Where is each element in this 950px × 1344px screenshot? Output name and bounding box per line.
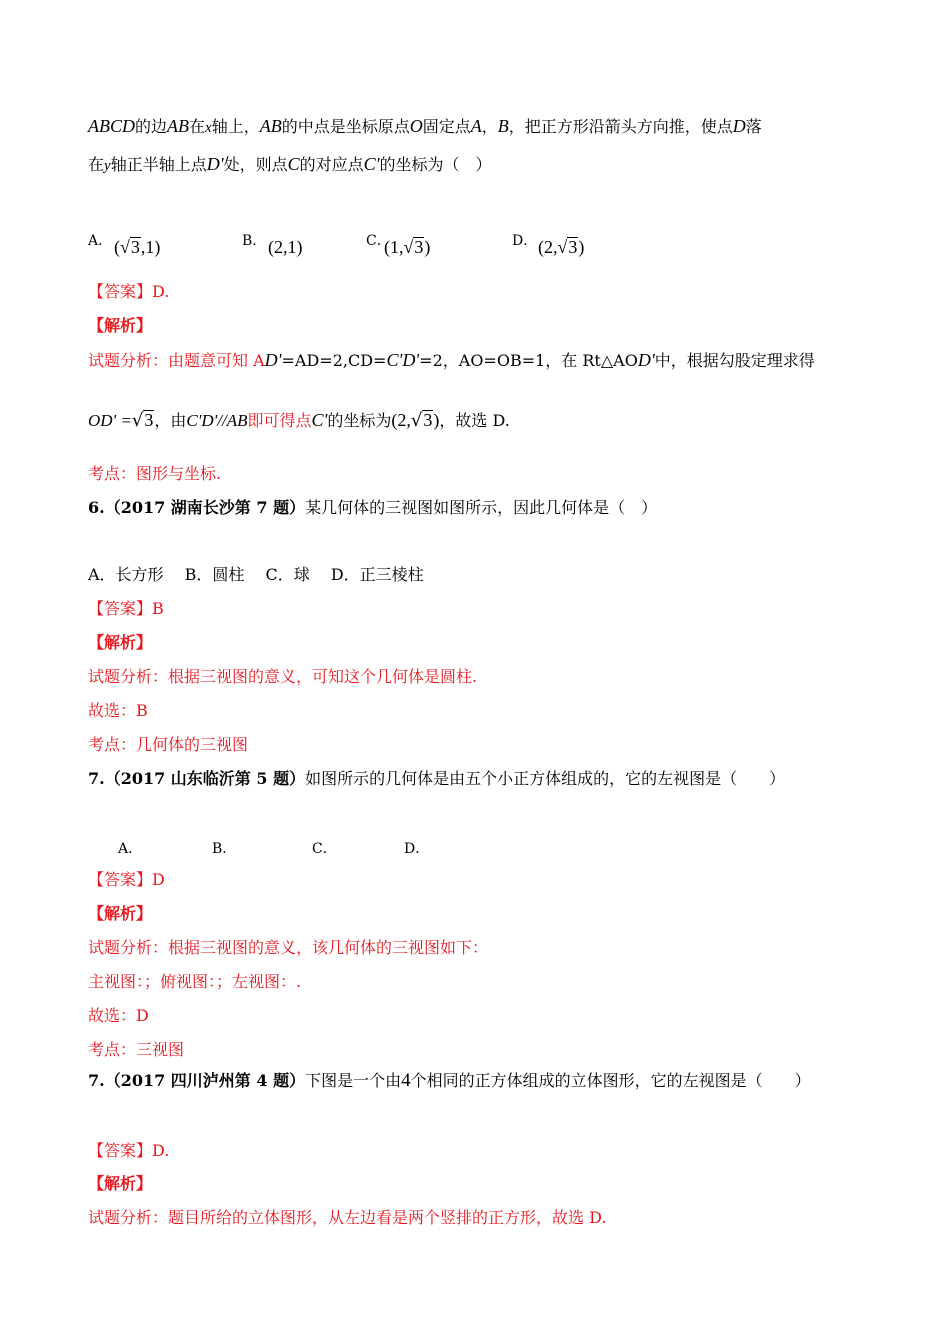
q7a-option-a: A． <box>118 841 143 857</box>
q6-kaodian: 考点：几何体的三视图 <box>88 735 249 754</box>
q5-option-c-letter: C． <box>366 233 391 249</box>
q7a-number: 7.（2017 山东临沂第 5 题） <box>88 769 306 788</box>
q5-option-d-letter: D． <box>512 233 538 249</box>
q5-answer: 【答案】D. <box>88 282 170 301</box>
q5-analysis-line-2: OD' =√3，由C'D'//AB即可得点C'的坐标为(2,√3)，故选 D. <box>88 410 510 431</box>
q5-option-b-value: (2,1) <box>268 237 303 257</box>
q7b-stem: 7.（2017 四川泸州第 4 题）下图是一个由4个相同的正方体组成的立体图形，它的左视图是（ ） <box>88 1070 811 1091</box>
q5-option-b-letter: B． <box>242 233 267 249</box>
q6-options: A．长方形 B．圆柱 C．球 D．正三棱柱 <box>88 565 424 584</box>
q7b-analysis: 试题分析：题目所给的立体图形，从左边看是两个竖排的正方形，故选 D. <box>88 1208 607 1227</box>
q6-analysis: 试题分析：根据三视图的意义，可知这个几何体是圆柱. <box>88 667 478 686</box>
q7b-number: 7.（2017 四川泸州第 4 题） <box>88 1071 306 1090</box>
q7a-stem <box>88 768 785 790</box>
q6-analysis-label: 【解析】 <box>88 633 153 652</box>
q5-stem-line-1: ABCD的边AB在x轴上，AB的中点是坐标原点O固定点A，B，把正方形沿箭头方向推，使点D落 <box>88 116 762 136</box>
q6-text: 某几何体的三视图如图所示，因此几何体是（ ） <box>305 498 658 517</box>
q5-option-a-letter: A． <box>88 233 113 249</box>
q7b-answer: 【答案】D. <box>88 1141 170 1160</box>
math-abcd: ABCD <box>88 116 135 136</box>
q7b-analysis-label: 【解析】 <box>88 1174 153 1193</box>
q7a-option-d: D． <box>404 841 430 857</box>
q7a-views: 主视图：；俯视图：；左视图：. <box>88 972 302 991</box>
q7a-option-b: B． <box>212 841 237 857</box>
q5-analysis-line-1: 试题分析：由题意可知 AD'=AD=2,CD=C'D'=2，AO=OB=1，在 Rt△AOD'中，根据勾股定理求得 <box>88 350 815 370</box>
q6-number: 6.（2017 湖南长沙第 7 题） <box>88 498 306 517</box>
q7a-option-c: C． <box>312 841 337 857</box>
q5-option-d-value: (2,√3) <box>538 237 585 257</box>
q5-stem-line-2: 在y轴正半轴上点D'处，则点C的对应点C'的坐标为（ ） <box>88 154 492 174</box>
q6-answer: 【答案】B <box>88 599 164 618</box>
q5-option-a-value: (√3,1) <box>114 237 161 257</box>
q5-kaodian: 考点：图形与坐标. <box>88 464 222 483</box>
q7a-analysis: 试题分析：根据三视图的意义，该几何体的三视图如下： <box>88 938 489 957</box>
q7a-analysis-label: 【解析】 <box>88 904 153 923</box>
q6-choose: 故选：B <box>88 701 148 720</box>
q6-stem <box>88 497 657 519</box>
q5-analysis-label: 【解析】 <box>88 316 153 335</box>
q7a-text: 如图所示的几何体是由五个小正方体组成的，它的左视图是（ ） <box>305 769 786 788</box>
q7a-choose: 故选：D <box>88 1006 149 1025</box>
q5-option-c-value: (1,√3) <box>384 237 431 257</box>
q7a-answer: 【答案】D <box>88 870 165 889</box>
q7a-kaodian: 考点：三视图 <box>88 1040 185 1059</box>
